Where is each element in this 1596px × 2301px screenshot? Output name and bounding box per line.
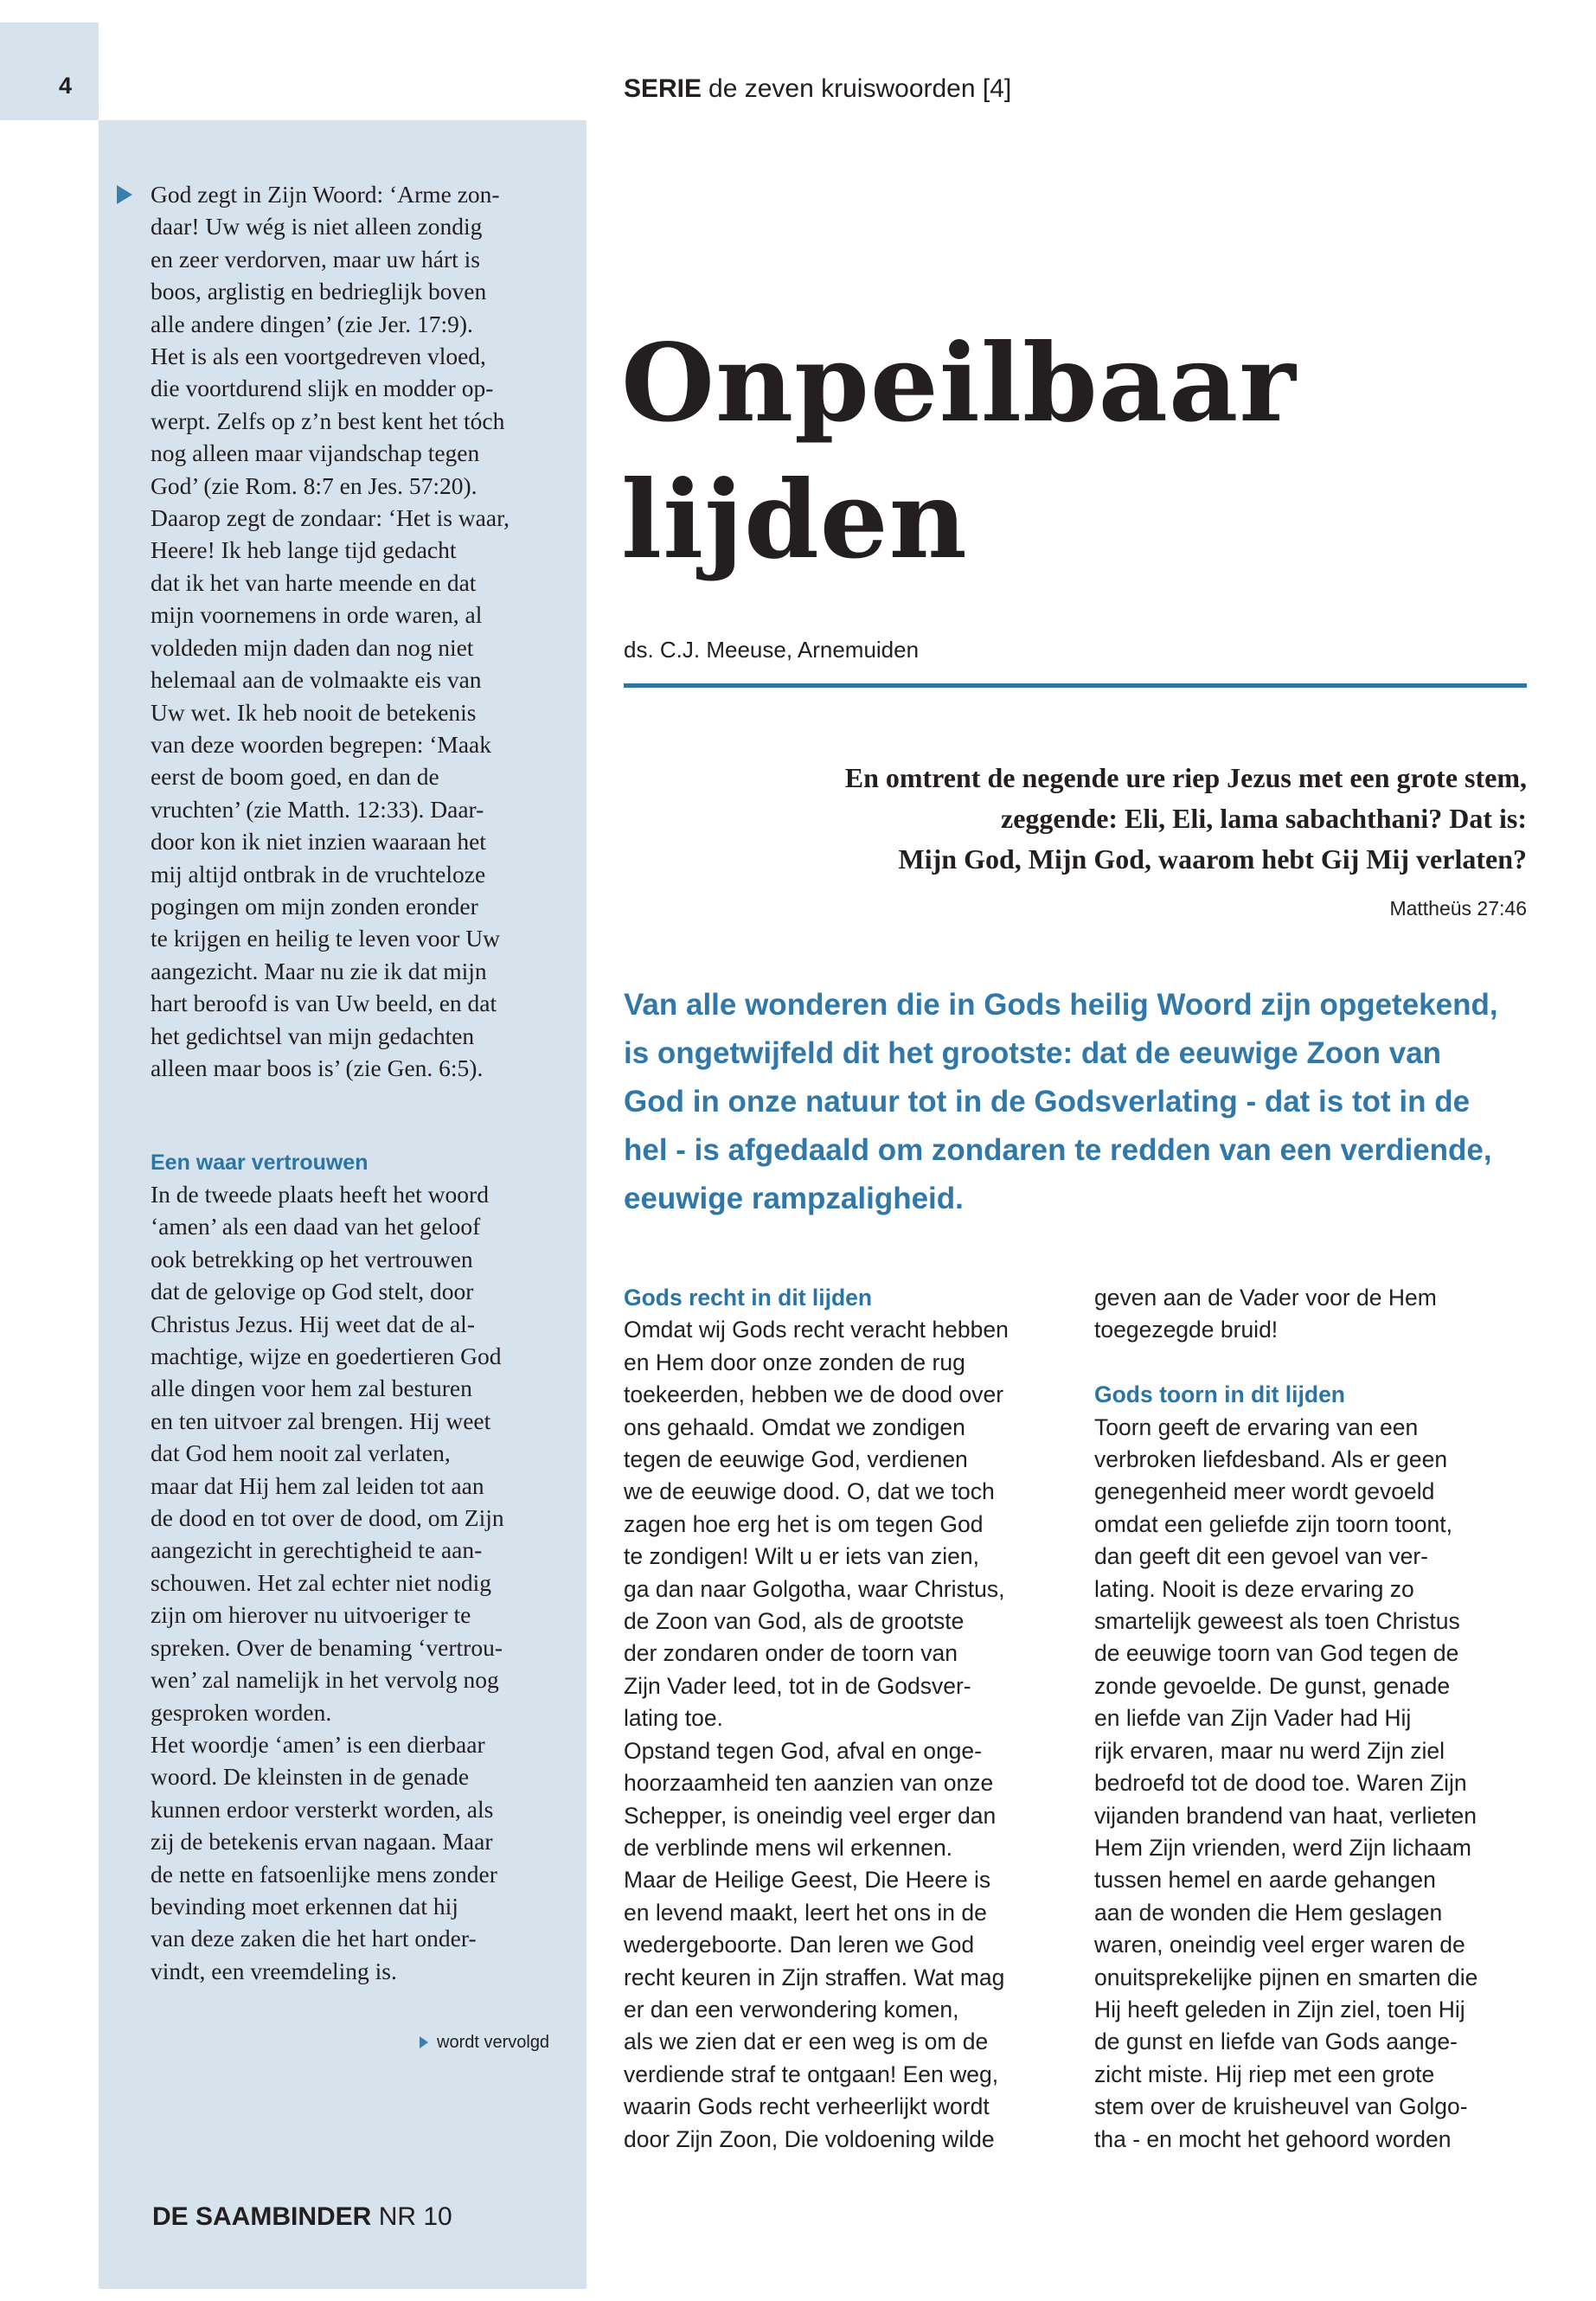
sidebar-text-block-a: [151, 178, 557, 1084]
author-byline: ds. C.J. Meeuse, Arnemuiden: [624, 637, 920, 663]
sidebar-line: helemaal aan de volmaakte eis van: [151, 666, 482, 694]
sidebar-line: aangezicht in gerechtigheid te aan-: [151, 1536, 483, 1564]
body-line: te zondigen! Wilt u er iets van zien,: [624, 1543, 979, 1570]
sidebar-line: Christus Jezus. Hij weet dat de al-: [151, 1310, 475, 1337]
sidebar-line: Het woordje ‘amen’ is een dierbaar: [151, 1730, 485, 1758]
article-title: [621, 316, 1486, 589]
body-line: Zijn Vader leed, tot in de Godsver-: [624, 1672, 971, 1699]
page-number: 4: [59, 73, 73, 99]
sidebar-line: daar! Uw wég is niet alleen zondig: [151, 213, 483, 240]
body-line: ons gehaald. Omdat we zondigen: [624, 1413, 965, 1440]
body-line: genegenheid meer wordt gevoeld: [1094, 1478, 1435, 1505]
body-line: geven aan de Vader voor de Hem: [1094, 1285, 1437, 1311]
body-column-1: [624, 1282, 1074, 2156]
sidebar-line: vindt, een vreemdeling is.: [151, 1957, 397, 1984]
sidebar-line: Uw wet. Ik heb nooit de betekenis: [151, 698, 477, 726]
sidebar-line: de nette en fatsoenlijke mens zonder: [151, 1860, 497, 1888]
sidebar-line: schouwen. Het zal echter niet nodig: [151, 1568, 492, 1596]
sidebar-line: Daarop zegt de zondaar: ‘Het is waar,: [151, 504, 510, 532]
sidebar-line: boos, arglistig en bedrieglijk boven: [151, 278, 487, 305]
sidebar-line: door kon ik niet inzien waaraan het: [151, 828, 486, 856]
sidebar-line: voldeden mijn daden dan nog niet: [151, 633, 474, 661]
body-line: we de eeuwige dood. O, dat we toch: [624, 1478, 995, 1505]
body-line: en Hem door onze zonden de rug: [624, 1349, 965, 1375]
body-line: lating toe.: [624, 1705, 723, 1732]
sidebar-line: dat ik het van harte meende en dat: [151, 568, 477, 596]
sidebar-line: van deze woorden begrepen: ‘Maak: [151, 730, 491, 758]
body-line: zonde gevoelde. De gunst, genade: [1094, 1672, 1451, 1699]
running-head: [624, 74, 1011, 104]
body-line: vijanden brandend van haat, verlieten: [1094, 1802, 1477, 1829]
sidebar-line: kunnen erdoor versterkt worden, als: [151, 1795, 494, 1823]
sidebar-line: te krijgen en heilig te leven voor Uw: [151, 925, 500, 952]
column-subheading: Gods toorn in dit lijden: [1094, 1381, 1345, 1408]
quote-line: zeggende: Eli, Eli, lama sabachthani? Dat is:: [1000, 803, 1527, 834]
sidebar-line: die voortdurend slijk en modder op-: [151, 375, 494, 402]
body-line: wedergeboorte. Dan leren we God: [624, 1932, 975, 1958]
body-line: recht keuren in Zijn straffen. Wat mag: [624, 1964, 1005, 1990]
intro-line: God in onze natuur tot in de Godsverlating - dat is tot in de: [624, 1085, 1471, 1118]
sidebar-line: spreken. Over de benaming ‘vertrou-: [151, 1633, 503, 1661]
paragraph-gap: [1094, 1347, 1544, 1379]
series-title: de zeven kruiswoorden [4]: [708, 74, 1012, 103]
sidebar-line: woord. De kleinsten in de genade: [151, 1763, 470, 1791]
sidebar-line: alle dingen voor hem zal besturen: [151, 1375, 472, 1402]
sidebar-line: God’ (zie Rom. 8:7 en Jes. 57:20).: [151, 471, 478, 499]
sidebar-line: Heere! Ik heb lange tijd gedacht: [151, 536, 457, 564]
sidebar-line: en ten uitvoer zal brengen. Hij weet: [151, 1407, 491, 1434]
column-subheading: Gods recht in dit lijden: [624, 1285, 873, 1311]
title-line: Onpeilbaar: [621, 321, 1297, 446]
body-line: aan de wonden die Hem geslagen: [1094, 1899, 1443, 1926]
body-line: smartelijk geweest als toen Christus: [1094, 1608, 1460, 1635]
body-column-2: [1094, 1282, 1544, 2156]
body-line: door Zijn Zoon, Die voldoening wilde: [624, 2125, 995, 2152]
sidebar-line: Het is als een voortgedreven vloed,: [151, 343, 486, 370]
body-line: Schepper, is oneindig veel erger dan: [624, 1802, 997, 1829]
scripture-quote: [624, 758, 1527, 880]
body-line: Maar de Heilige Geest, Die Heere is: [624, 1867, 991, 1894]
body-line: verbroken liefdesband. Als er geen: [1094, 1446, 1448, 1473]
sidebar-line: dat God hem nooit zal verlaten,: [151, 1439, 451, 1467]
title-divider: [624, 683, 1527, 688]
body-line: tegen de eeuwige God, verdienen: [624, 1446, 968, 1473]
sidebar-line: het gedichtsel van mijn gedachten: [151, 1022, 475, 1049]
body-line: dan geeft dit een gevoel van ver-: [1094, 1543, 1428, 1570]
footer: [152, 2202, 452, 2232]
body-line: zicht miste. Hij riep met een grote: [1094, 2061, 1435, 2087]
quote-line: En omtrent de negende ure riep Jezus met een grote stem,: [844, 762, 1527, 793]
sidebar-line: zij de betekenis ervan nagaan. Maar: [151, 1828, 493, 1856]
body-line: en levend maakt, leert het ons in de: [624, 1899, 987, 1926]
sidebar-line: eerst de boom goed, en dan de: [151, 763, 439, 791]
continued-note: [420, 2033, 549, 2053]
sidebar-line: ook betrekking op het vertrouwen: [151, 1245, 473, 1272]
sidebar-line: alleen maar boos is’ (zie Gen. 6:5).: [151, 1054, 484, 1081]
sidebar-line: pogingen om mijn zonden eronder: [151, 892, 478, 920]
sidebar-line: wen’ zal namelijk in het vervolg nog: [151, 1666, 499, 1694]
sidebar-line: bevinding moet erkennen dat hij: [151, 1892, 458, 1920]
body-line: onuitsprekelijke pijnen en smarten die: [1094, 1964, 1478, 1990]
body-line: Hij heeft geleden in Zijn ziel, toen Hij: [1094, 1996, 1465, 2022]
sidebar-line: en zeer verdorven, maar uw hárt is: [151, 245, 480, 272]
intro-line: eeuwige rampzaligheid.: [624, 1182, 964, 1215]
body-line: rijk ervaren, maar nu werd Zijn ziel: [1094, 1737, 1445, 1764]
body-line: de Zoon van God, als de grootste: [624, 1608, 965, 1635]
body-line: der zondaren onder de toorn van: [624, 1640, 958, 1667]
sidebar-line: maar dat Hij hem zal leiden tot aan: [151, 1471, 484, 1499]
body-line: Hem Zijn vrienden, werd Zijn lichaam: [1094, 1834, 1471, 1861]
intro-line: is ongetwijfeld dit het grootste: dat de eeuwige Zoon van: [624, 1036, 1442, 1070]
sidebar-line: In de tweede plaats heeft het woord: [151, 1181, 489, 1208]
quote-line: Mijn God, Mijn God, waarom hebt Gij Mij verlaten?: [898, 843, 1527, 875]
body-line: verdiende straf te ontgaan! Een weg,: [624, 2061, 999, 2087]
sidebar-line: machtige, wijze en goedertieren God: [151, 1343, 502, 1370]
sidebar-line: de dood en tot over de dood, om Zijn: [151, 1504, 504, 1532]
body-line: ga dan naar Golgotha, waar Christus,: [624, 1575, 1005, 1602]
sidebar-line: hart beroofd is van Uw beeld, en dat: [151, 990, 497, 1017]
body-line: stem over de kruisheuvel van Golgo-: [1094, 2093, 1468, 2120]
series-label: SERIE: [624, 74, 702, 103]
sidebar-line: aangezicht. Maar nu zie ik dat mijn: [151, 957, 487, 984]
quote-reference: Mattheüs 27:46: [1389, 897, 1527, 920]
title-line: lijden: [621, 458, 968, 583]
sidebar-line: vruchten’ (zie Matth. 12:33). Daar-: [151, 795, 484, 823]
intro-line: hel - is afgedaald om zondaren te redden van een verdiende,: [624, 1133, 1492, 1167]
sidebar-line: dat de gelovige op God stelt, door: [151, 1278, 474, 1305]
body-line: toegezegde bruid!: [1094, 1317, 1279, 1343]
body-line: de gunst en liefde van Gods aange-: [1094, 2029, 1458, 2055]
bullet-triangle-icon: [117, 185, 132, 204]
body-line: de verblinde mens wil erkennen.: [624, 1834, 953, 1861]
body-line: lating. Nooit is deze ervaring zo: [1094, 1575, 1414, 1602]
body-line: bedroefd tot de dood toe. Waren Zijn: [1094, 1770, 1467, 1797]
body-line: zagen hoe erg het is om tegen God: [624, 1510, 984, 1537]
sidebar-line: van deze zaken die het hart onder-: [151, 1925, 477, 1952]
sidebar-line: mij altijd ontbrak in de vruchteloze: [151, 860, 486, 888]
body-line: Omdat wij Gods recht veracht hebben: [624, 1317, 1009, 1343]
body-line: tussen hemel en aarde gehangen: [1094, 1867, 1436, 1894]
intro-paragraph: [624, 981, 1541, 1223]
body-line: omdat een geliefde zijn toorn toont,: [1094, 1510, 1452, 1537]
continue-arrow-icon: [420, 2036, 428, 2048]
sidebar-line: gesproken worden.: [151, 1698, 332, 1726]
body-line: als we zien dat er een weg is om de: [624, 2029, 989, 2055]
magazine-name: DE SAAMBINDER: [152, 2202, 372, 2231]
sidebar-line: God zegt in Zijn Woord: ‘Arme zon-: [151, 181, 500, 208]
sidebar-line: nog alleen maar vijandschap tegen: [151, 439, 480, 467]
page-number-tab: [0, 22, 99, 120]
body-line: hoorzaamheid ten aanzien van onze: [624, 1770, 994, 1797]
sidebar-text-block-b: [151, 1178, 557, 1987]
body-line: tha - en mocht het gehoord worden: [1094, 2125, 1452, 2152]
sidebar-line: ‘amen’ als een daad van het geloof: [151, 1213, 481, 1240]
sidebar-line: werpt. Zelfs op z’n best kent het tóch: [151, 407, 505, 434]
body-line: en liefde van Zijn Vader had Hij: [1094, 1705, 1412, 1732]
body-line: er dan een verwondering komen,: [624, 1996, 959, 2022]
body-line: waren, oneindig veel erger waren de: [1094, 1932, 1465, 1958]
body-line: Opstand tegen God, afval en onge-: [624, 1737, 982, 1764]
continued-label: wordt vervolgd: [437, 2033, 550, 2052]
sidebar-line: mijn voornemens in orde waren, al: [151, 601, 483, 629]
issue-number: NR 10: [378, 2202, 452, 2231]
intro-line: Van alle wonderen die in Gods heilig Woord zijn opgetekend,: [624, 988, 1498, 1022]
body-line: waarin Gods recht verheerlijkt wordt: [624, 2093, 990, 2120]
body-line: toekeerden, hebben we de dood over: [624, 1381, 1004, 1408]
sidebar-subheading: Een waar vertrouwen: [151, 1150, 369, 1175]
body-line: Toorn geeft de ervaring van een: [1094, 1413, 1419, 1440]
sidebar-line: alle andere dingen’ (zie Jer. 17:9).: [151, 310, 473, 337]
sidebar-line: zijn om hierover nu uitvoeriger te: [151, 1601, 471, 1629]
body-line: de eeuwige toorn van God tegen de: [1094, 1640, 1459, 1667]
